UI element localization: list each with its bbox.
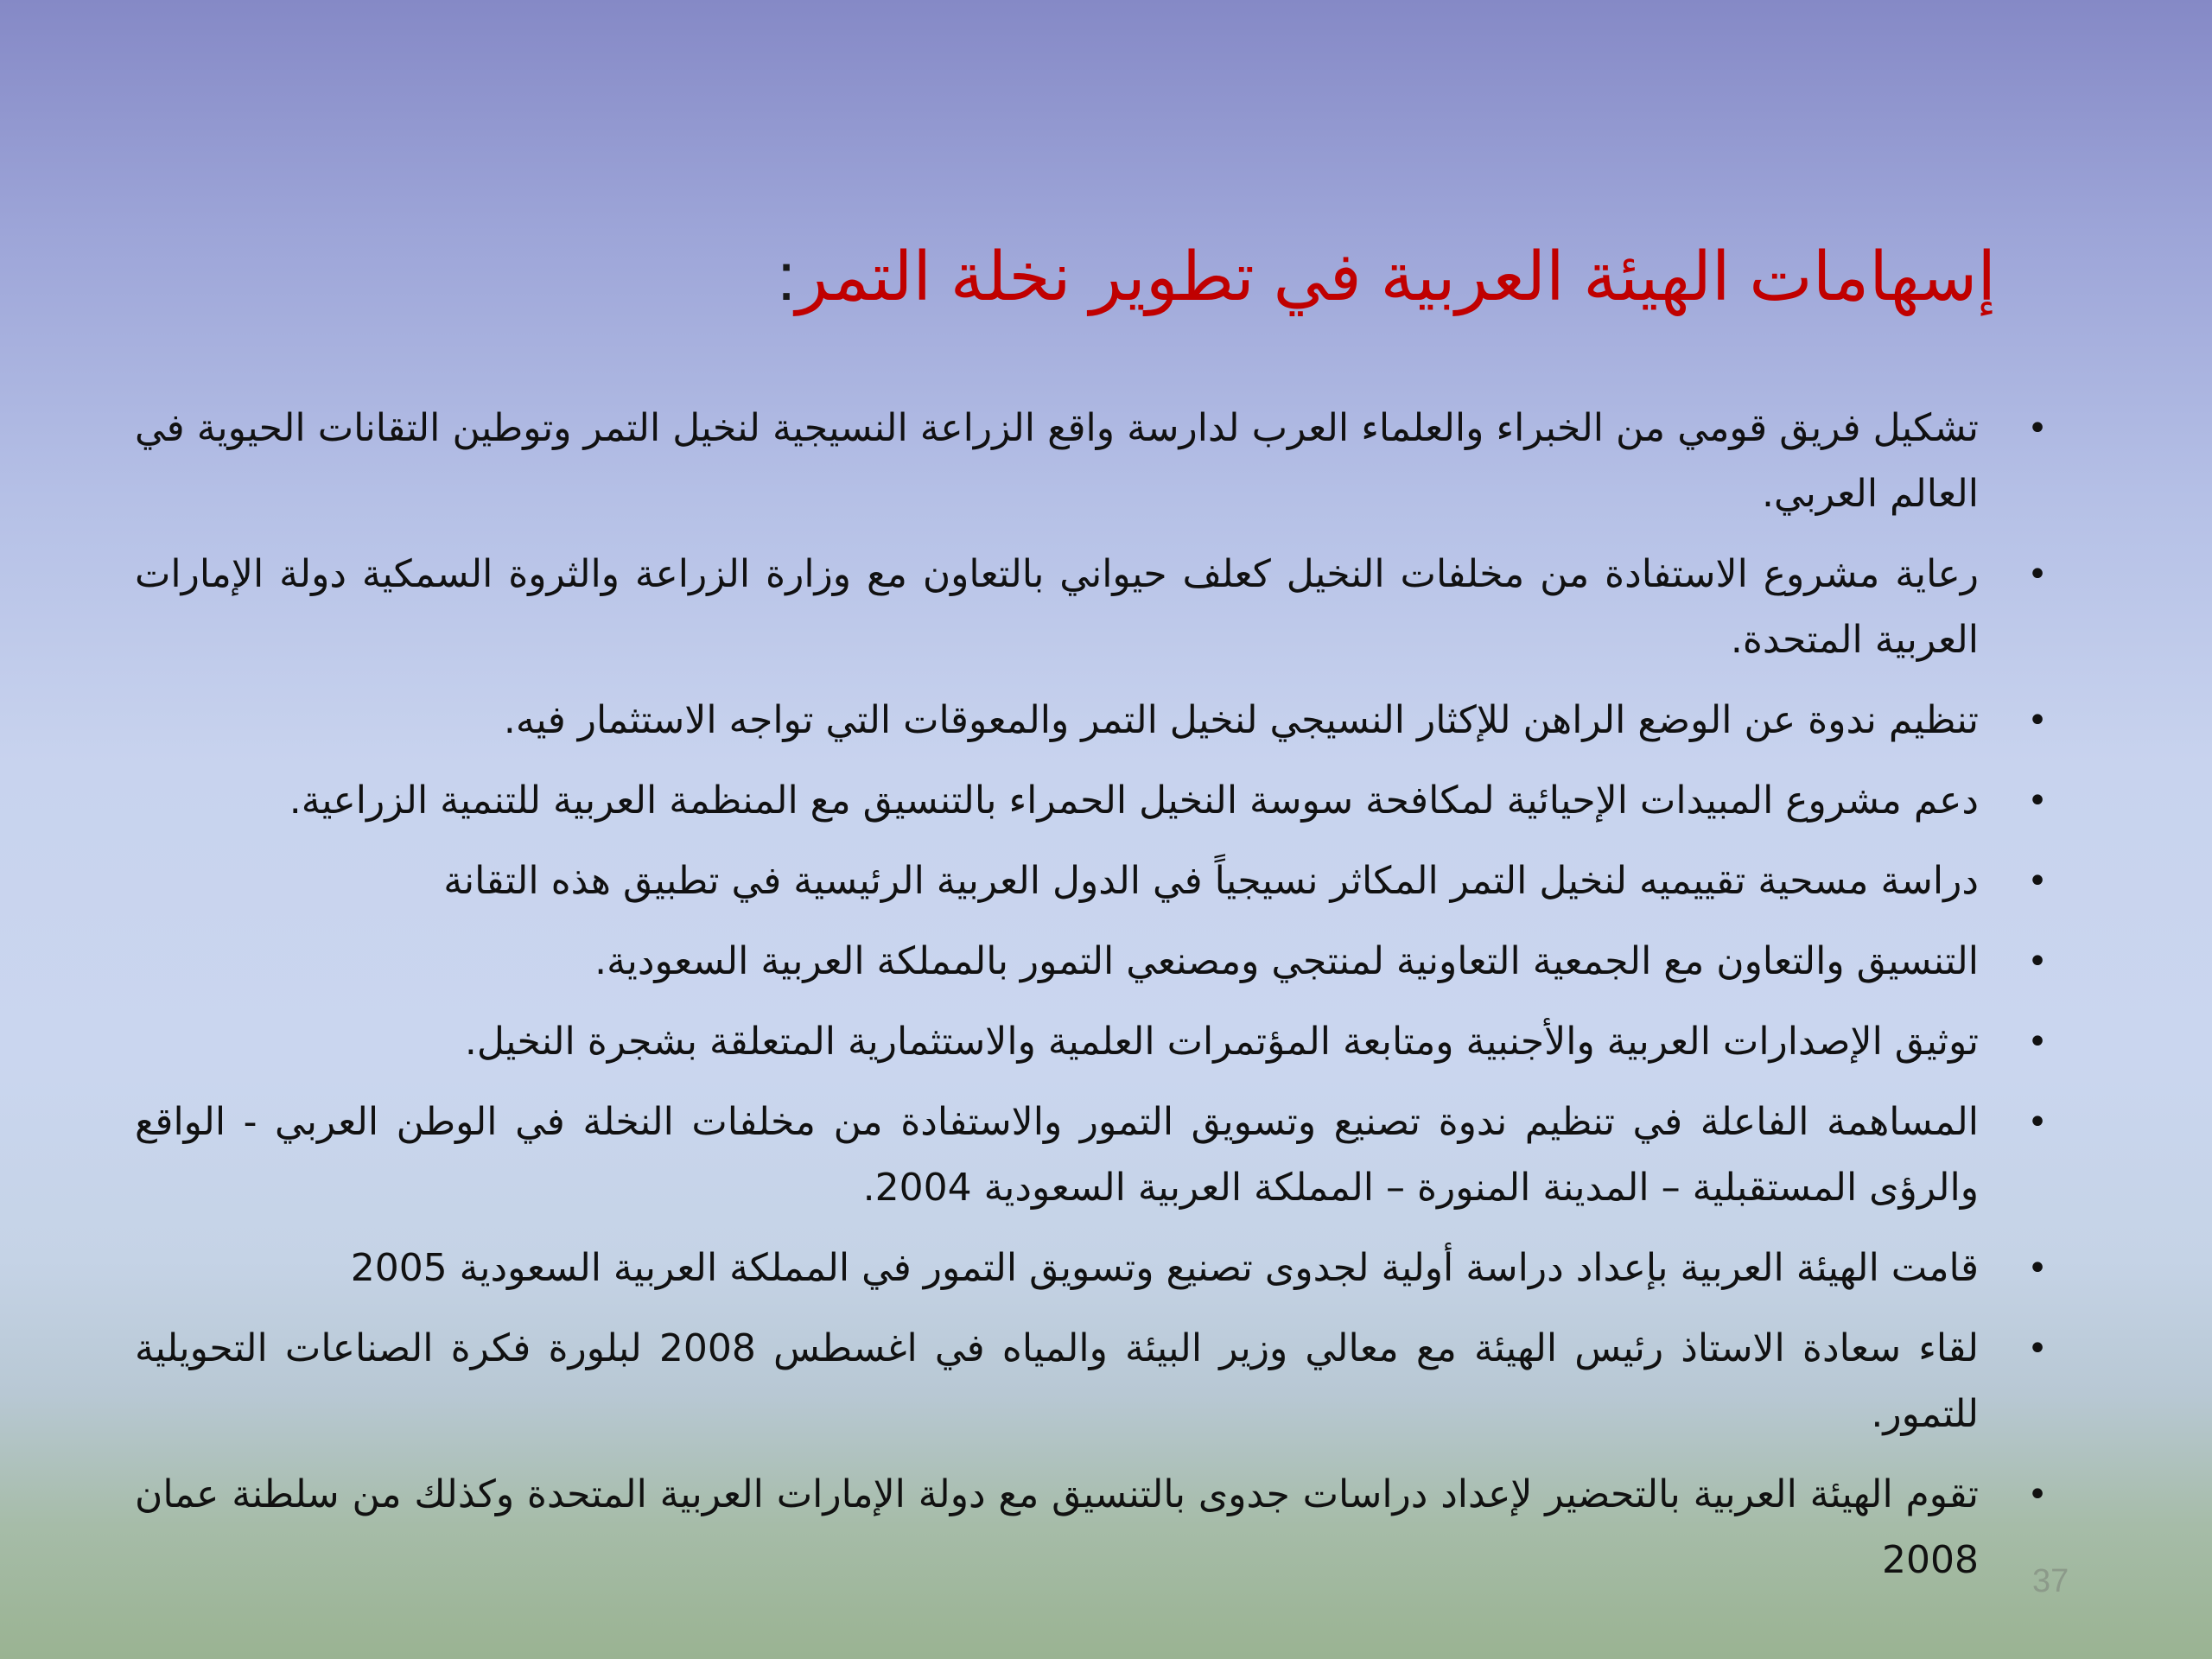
slide-title [777,229,1996,324]
page-number: 37 [2032,1563,2069,1599]
bullet-item: • دراسة مسحية تقييميه لنخيل التمر المكاثر نسيجياً في الدول العربية الرئيسية في تطبيق هذه التقانة [135,849,2055,914]
bullet-item: • توثيق الإصدارات العربية والأجنبية ومتابعة المؤتمرات العلمية والاستثمارية المتعلقة بشجرة النخيل. [135,1009,2055,1075]
bullet-item: • المساهمة الفاعلة في تنظيم ندوة تصنيع وتسويق التمور والاستفادة من مخلفات النخلة في الوطن العربي - الواقع والرؤى المستقبلية – المدينة المنورة – المملكة العربية السعودية 2004. [135,1090,2055,1221]
slide-title-colon: : [777,238,796,315]
bullet-item: • لقاء سعادة الاستاذ رئيس الهيئة مع معالي وزير البيئة والمياه في اغسطس 2008 لبلورة فكرة الصناعات التحويلية للتمور. [135,1316,2055,1447]
bullet-item: • تشكيل فريق قومي من الخبراء والعلماء العرب لدارسة واقع الزراعة النسيجية لنخيل التمر وتوطين التقانات الحيوية في العالم العربي. [135,396,2055,527]
bullet-item: • دعم مشروع المبيدات الإحيائية لمكافحة سوسة النخيل الحمراء بالتنسيق مع المنظمة العربية للتنمية الزراعية. [135,768,2055,834]
slide-title-text: إسهامات الهيئة العربية في تطوير نخلة التمر [795,238,1996,315]
bullet-item: • قامت الهيئة العربية بإعداد دراسة أولية لجدوى تصنيع وتسويق التمور في المملكة العربية السعودية 2005 [135,1236,2055,1301]
bullet-item: • تنظيم ندوة عن الوضع الراهن للإكثار النسيجي لنخيل التمر والمعوقات التي تواجه الاستثمار فيه. [135,688,2055,753]
bullet-item: • التنسيق والتعاون مع الجمعية التعاونية لمنتجي ومصنعي التمور بالمملكة العربية السعودية. [135,929,2055,995]
bullet-item: • رعاية مشروع الاستفادة من مخلفات النخيل كعلف حيواني بالتعاون مع وزارة الزراعة والثروة السمكية دولة الإمارات العربية المتحدة. [135,542,2055,673]
bullet-list [135,396,2055,1608]
bullet-item: • تقوم الهيئة العربية بالتحضير لإعداد دراسات جدوى بالتنسيق مع دولة الإمارات العربية المتحدة وكذلك من سلطنة عمان 2008 [135,1462,2055,1593]
